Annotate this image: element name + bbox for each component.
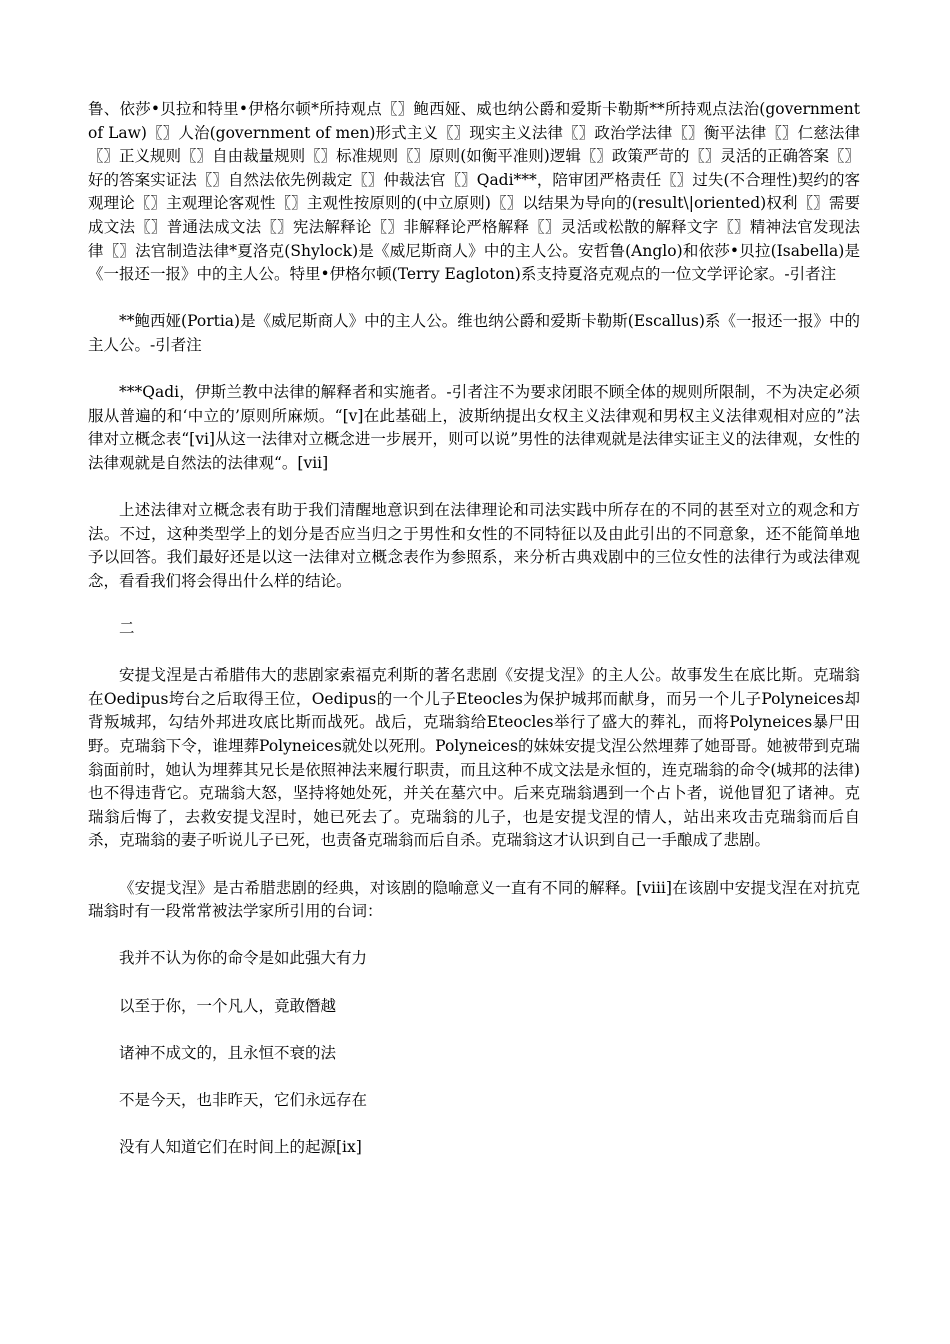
verse-line: 不是今天，也非昨天，它们永远存在 — [119, 1090, 368, 1109]
paragraph-antigone-interpretation: 《安提戈涅》是古希腊悲剧的经典，对该剧的隐喻意义一直有不同的解释。[viii]在该剧中安提戈涅在对抗克瑞翁时有一段常常被法学家所引用的台词： — [88, 878, 860, 921]
paragraph-antigone-story: 安提戈涅是古希腊伟大的悲剧家索福克利斯的著名悲剧《安提戈涅》的主人公。故事发生在底比斯。克瑞翁在Oedipus垮台之后取得王位，Oedipus的一个儿子Eteocles为保护城邦而献身，而另一个儿子Polyneices却背叛城邦，勾结外邦进攻底比斯而战死。战后，克瑞翁给Eteocles举行了盛大的葬礼，而将Polyneices暴尸田野。克瑞翁下令，谁埋葬Polyneices就处以死刑。Polyneices的妹妹安提戈涅公然埋葬了她哥哥。她被带到克瑞翁面前时，她认为埋葬其兄长是依照神法来履行职责，而且这种不成文法是永恒的，连克瑞翁的命令(城邦的法律)也不得违背它。克瑞翁大怒，坚持将她处死，并关在墓穴中。后来克瑞翁遇到一个占卜者，说他冒犯了诸神。克瑞翁后悔了，去救安提戈涅时，她已死去了。克瑞翁的儿子，也是安提戈涅的情人，站出来攻击克瑞翁而后自杀，克瑞翁的妻子听说儿子已死，也责备克瑞翁而后自杀。克瑞翁这才认识到自己一手酿成了悲剧。 — [88, 666, 860, 850]
paragraph-typology-discussion: 上述法律对立概念表有助于我们清醒地意识到在法律理论和司法实践中所存在的不同的甚至对立的观念和方法。不过，这种类型学上的划分是否应当归之于男性和女性的不同特征以及由此引出的不同意象，还不能简单地予以回答。我们最好还是以这一法律对立概念表作为参照系，来分析古典戏剧中的三位女性的法律行为或法律观念，看看我们将会得出什么样的结论。 — [88, 501, 860, 590]
verse-line: 没有人知道它们在时间上的起源[ix] — [119, 1138, 362, 1157]
document-page — [88, 98, 860, 1183]
verse-line: 以至于你，一个凡人，竟敢僭越 — [119, 996, 337, 1015]
verse-line: 我并不认为你的命令是如此强大有力 — [119, 949, 368, 968]
paragraph-footnote-portia: **鲍西娅(Portia)是《威尼斯商人》中的主人公。维也纳公爵和爱斯卡勒斯(Escallus)系《一报还一报》中的主人公。-引者注 — [88, 312, 860, 354]
paragraph-footnote-qadi: ***Qadi，伊斯兰教中法律的解释者和实施者。-引者注不为要求闭眼不顾全体的规则所限制，不为决定必须服从普遍的和‘中立的’原则所麻烦。“[v]在此基础上，波斯纳提出女权主义法律观和男权主义法律观相对应的”法律对立概念表“[vi]从这一法律对立概念进一步展开，则可以说”男性的法律观就是法律实证主义的法律观，女性的法律观就是自然法的法律观“。[vii] — [88, 383, 860, 472]
verse-line: 诸神不成文的，且永恒不衰的法 — [119, 1043, 337, 1062]
paragraph-law-opposition-table: 鲁、依莎•贝拉和特里•伊格尔顿*所持观点〖〗鲍西娅、威也纳公爵和爱斯卡勒斯**所持观点法治(government of Law)〖〗人治(government of men)形式主义〖〗现实主义法律〖〗政治学法律〖〗衡平法律〖〗仁慈法律〖〗正义规则〖〗自由裁量规则〖〗标准规则〖〗原则(如衡平准则)逻辑〖〗政策严苛的〖〗灵活的正确答案〖〗好的答案实证法〖〗自然法依先例裁定〖〗仲裁法官〖〗Qadi***，陪审团严格责任〖〗过失(不合理性)契约的客观理论〖〗主观理论客观性〖〗主观性按原则的(中立原则)〖〗以结果为导向的(result\|oriented)权利〖〗需要成文法〖〗普通法成文法〖〗宪法解释论〖〗非解释论严格解释〖〗灵活或松散的解释文字〖〗精神法官发现法律〖〗法官制造法律*夏洛克(Shylock)是《威尼斯商人》中的主人公。安哲鲁(Anglo)和依莎•贝拉(Isabella)是《一报还一报》中的主人公。特里•伊格尔顿(Terry Eagloton)系支持夏洛克观点的一位文学评论家。-引者注 — [88, 100, 860, 284]
section-heading-two: 二 — [119, 619, 135, 638]
